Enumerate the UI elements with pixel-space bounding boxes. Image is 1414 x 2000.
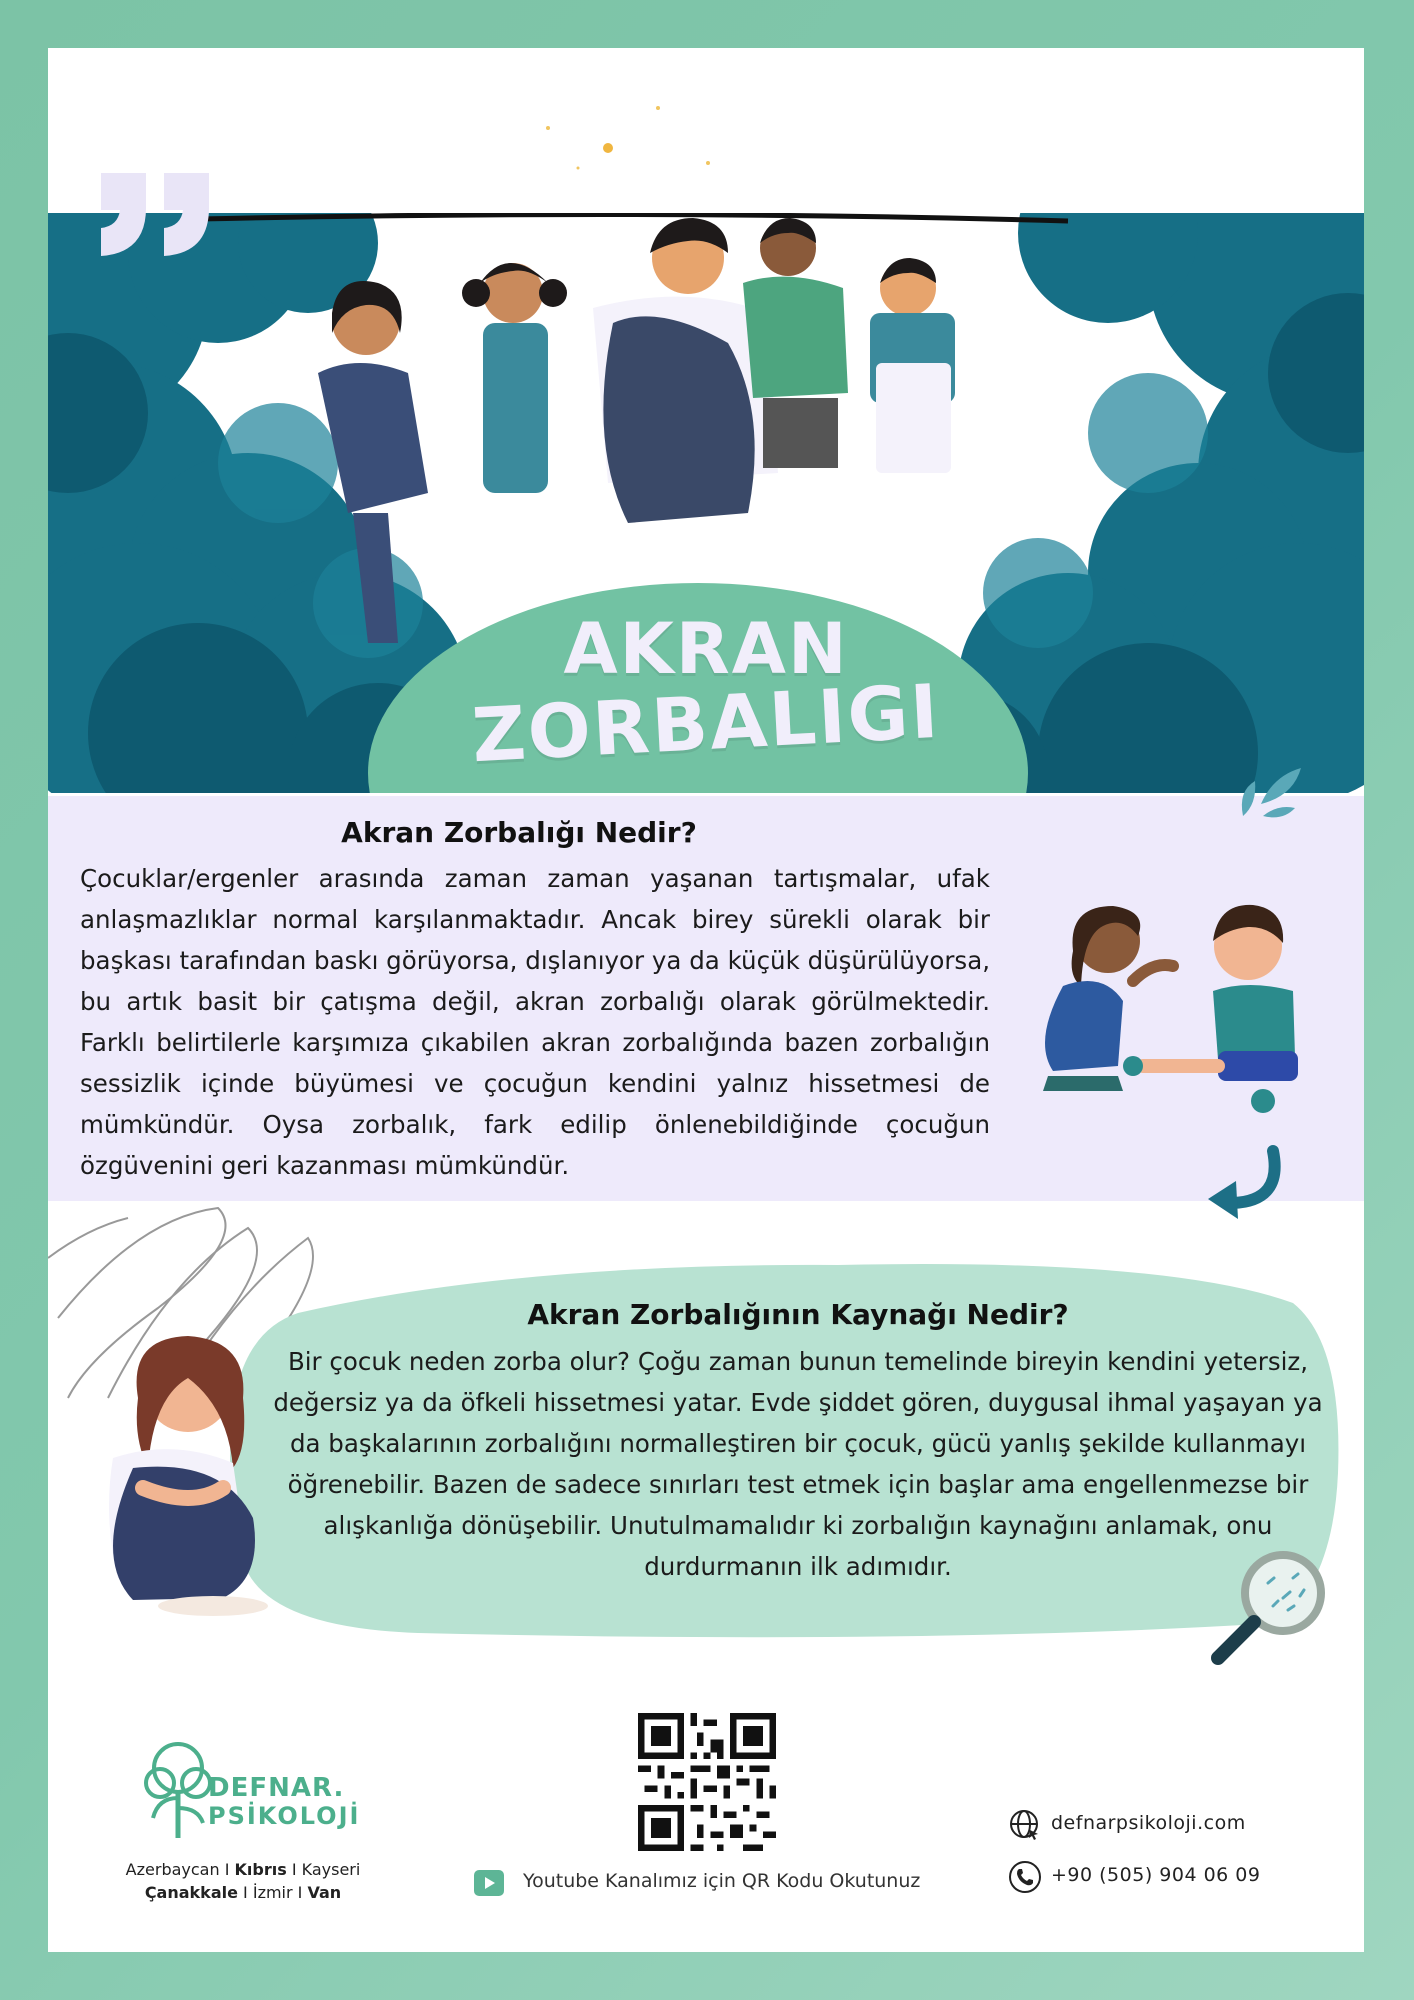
city: İzmir <box>252 1883 293 1902</box>
phone-number[interactable]: +90 (505) 904 06 09 <box>1051 1864 1261 1886</box>
city-separator: I <box>237 1883 253 1902</box>
sad-girl-illustration <box>73 1318 303 1638</box>
curved-arrow-icon <box>1198 1141 1288 1221</box>
city-separator: I <box>292 1883 308 1902</box>
city-separator: I <box>286 1860 302 1879</box>
hero-title-line2: ZORBALIGI <box>469 668 943 780</box>
kids-comforting-illustration <box>1023 891 1343 1151</box>
youtube-icon <box>473 1868 505 1898</box>
city: Van <box>307 1883 342 1902</box>
section-what-is-bullying <box>48 796 1364 1201</box>
website-link[interactable]: defnarpsikoloji.com <box>1051 1812 1246 1834</box>
magnifier-icon <box>1208 1548 1328 1668</box>
city: Kıbrıs <box>234 1860 287 1879</box>
qr-code[interactable] <box>638 1713 776 1851</box>
globe-icon <box>1008 1808 1042 1842</box>
youtube-qr-caption: Youtube Kanalımız için QR Kodu Okutunuz <box>523 1870 921 1892</box>
sparkles-decoration <box>468 68 788 188</box>
city-separator: I <box>219 1860 235 1879</box>
branch-cities <box>98 1858 388 1904</box>
hero-title-line1: AKRAN <box>563 608 849 690</box>
section2-heading: Akran Zorbalığının Kaynağı Nedir? <box>527 1298 1069 1331</box>
poster-page <box>48 48 1364 1952</box>
leaf-icon <box>1233 766 1303 821</box>
city: Kayseri <box>301 1860 361 1879</box>
logo-text-line2: PSİKOLOJİ <box>208 1802 361 1830</box>
phone-icon <box>1008 1860 1042 1894</box>
city: Azerbaycan <box>125 1860 220 1879</box>
city: Çanakkale <box>144 1883 238 1902</box>
quote-icon <box>96 168 216 263</box>
logo-text-line1: DEFNAR. <box>208 1773 345 1803</box>
section1-body: Çocuklar/ergenler arasında zaman zaman yaşanan tartışmalar, ufak anlaşmazlıklar normal karşılanmaktadır. Ancak birey sürekli olarak bir başkası tarafından baskı görüyorsa, dışlanıyor ya da küçük düşürülüyorsa, bu artık basit bir çatışma değil, akran zorbalığı olarak görülmektedir. Farklı belirtilerle karşımıza çıkabilen akran zorbalığında bazen zorbalığın sessizlik içinde büyümesi ve çocuğun kendini yalnız hissetmesi de mümkündür. Oysa zorbalık, fark edilip önlenebildiğinde çocuğun özgüvenini geri kazanması mümkündür. <box>80 864 990 1180</box>
section1-heading: Akran Zorbalığı Nedir? <box>341 816 697 849</box>
section2-body: Bir çocuk neden zorba olur? Çoğu zaman bunun temelinde bireyin kendini yetersiz, değersiz ya da öfkeli hissetmesi yatar. Evde şiddet gören, duygusal ihmal yaşayan ya da başkalarının zorbalığını normalleştiren bir çocuk, gücü yanlış şekilde kullanmayı öğrenebilir. Bazen de sadece sınırları test etmek için başlar ama engellenmezse bir alışkanlığa dönüşebilir. Unutulmamalıdır ki zorbalığın kaynağını anlamak, onu durdurmanın ilk adımıdır. <box>273 1347 1323 1581</box>
